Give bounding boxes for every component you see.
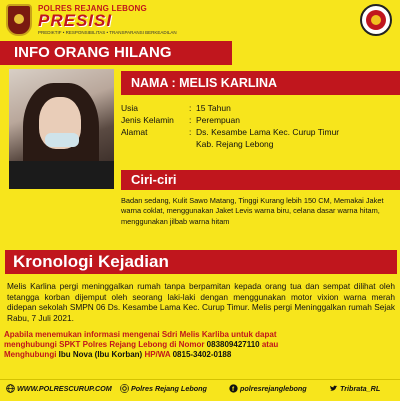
- age-label: Usia: [121, 103, 139, 113]
- chronology-heading: Kronologi Kejadian: [5, 250, 397, 274]
- address-value-line2: Kab. Rejang Lebong: [196, 139, 274, 149]
- brand-tagline: PREDIKTIF • RESPONSIBILITAS • TRANSPARANSI BERKEADILAN: [38, 30, 177, 35]
- globe-icon: [6, 384, 15, 393]
- facebook-link[interactable]: polresrejanglebong: [240, 384, 307, 393]
- facebook-icon: [229, 384, 238, 393]
- appeal-line3: [4, 350, 396, 360]
- age-value: 15 Tahun: [196, 103, 231, 113]
- gender-value: Perempuan: [196, 115, 240, 125]
- appeal-hpwa-text: HP/WA: [142, 350, 173, 360]
- appeal-line2: [4, 340, 396, 350]
- missing-person-photo: [9, 69, 114, 189]
- contact-appeal: [4, 330, 396, 361]
- website-link[interactable]: WWW.POLRESCURUP.COM: [17, 384, 112, 393]
- police-emblem-icon: [6, 4, 32, 36]
- age-separator: :: [189, 103, 192, 113]
- brand-name: POLRES REJANG LEBONG: [38, 4, 147, 13]
- page-title: INFO ORANG HILANG: [0, 41, 232, 65]
- address-separator: :: [189, 127, 192, 137]
- appeal-spkt-text: menghubungi SPKT Polres Rejang Lebong di Nomor: [4, 340, 207, 350]
- gender-label: Jenis Kelamin: [121, 115, 174, 125]
- characteristics-text: Badan sedang, Kulit Sawo Matang, Tinggi Kurang lebih 150 CM, Memakai Jaket warna coklat, menggunakan Jaket Levis warna biru, celana dasar warna hitam, menggunakan jilbab warna hitam: [121, 196, 384, 226]
- brand-presisi: PRESISI: [38, 11, 113, 30]
- header: [0, 0, 400, 40]
- mother-name: Ibu Nova (Ibu Korban): [58, 350, 143, 360]
- instagram-link[interactable]: Polres Rejang Lebong: [131, 384, 207, 393]
- appeal-line1: Apabila menemukan informasi mengenai Sdri Melis Karliba untuk dapat: [4, 330, 277, 339]
- person-name: NAMA : MELIS KARLINA: [121, 71, 400, 95]
- appeal-or-text: atau: [259, 340, 279, 350]
- mother-phone-number: 0815-3402-0188: [172, 350, 232, 360]
- chronology-text: Melis Karlina pergi meninggalkan rumah tanpa berpamitan kepada orang tua dan sempat dilihat oleh tetangga korban dijemput oleh seorang laki-laki dengan menggunakan motor vixion warna merah didepan sekolah SMPN 06 Ds. Kesambe Lama Kec. Curup Timur. Melis pergi Meninggalkan rumah Sejak Rabu, 7 Juli 2021.: [7, 281, 395, 323]
- instagram-icon: [120, 384, 129, 393]
- address-label: Alamat: [121, 127, 148, 137]
- gender-separator: :: [189, 115, 192, 125]
- characteristics-heading: Ciri-ciri: [121, 170, 400, 190]
- appeal-contact-text: Menghubungi: [4, 350, 59, 360]
- address-value-line1: Ds. Kesambe Lama Kec. Curup Timur: [196, 127, 340, 137]
- polres-badge-icon: [360, 4, 392, 36]
- twitter-icon: [329, 384, 338, 393]
- svg-text:f: f: [232, 386, 235, 393]
- twitter-link[interactable]: Tribrata_RL: [340, 384, 381, 393]
- spkt-phone-number: 083809427110: [206, 340, 260, 350]
